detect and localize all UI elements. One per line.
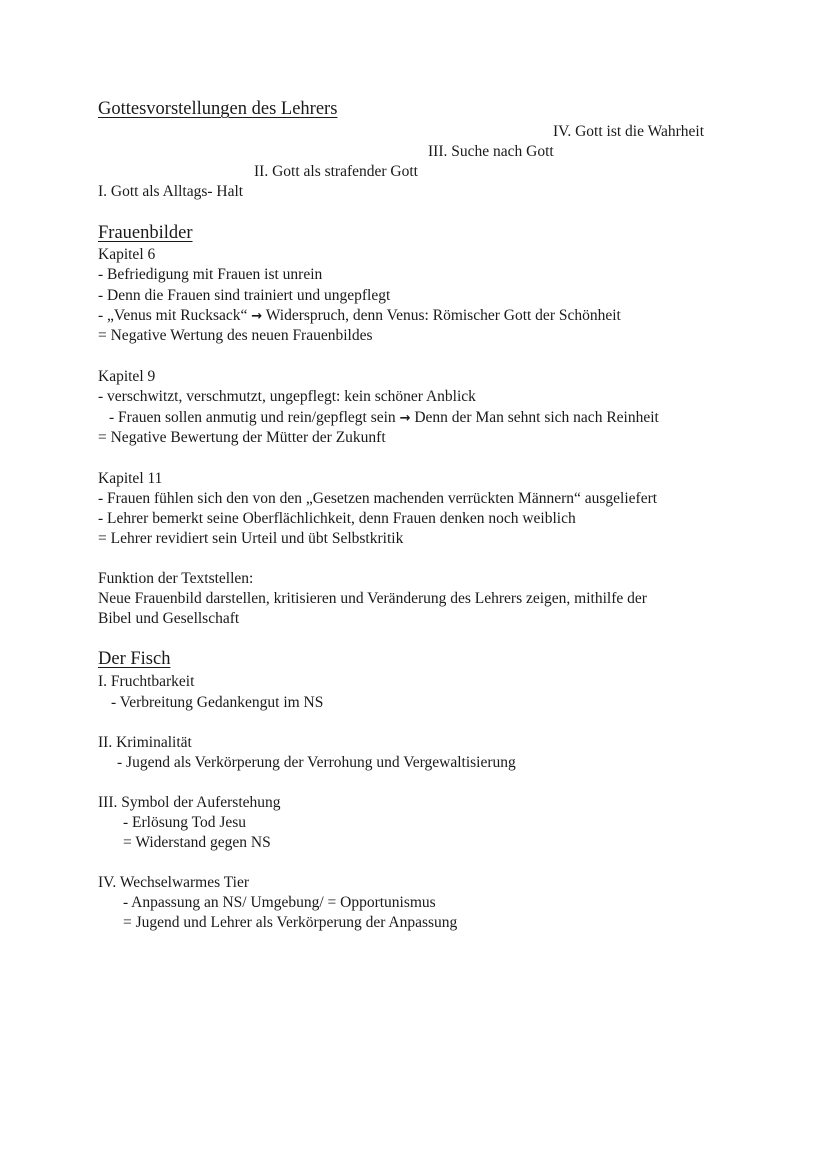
funktion-line: Neue Frauenbild darstellen, kritisieren und Veränderung des Lehrers zeigen, mithilfe der — [98, 590, 647, 607]
god-item-iii: III. Suche nach Gott — [428, 143, 554, 160]
fisch-point-heading: II. Kriminalität — [98, 734, 192, 751]
kapitel-6-heading: Kapitel 6 — [98, 246, 156, 263]
kapitel-6-line-part: Widerspruch, denn Venus: Römischer Gott der Schönheit — [262, 307, 621, 324]
kapitel-6-line: - Befriedigung mit Frauen ist unrein — [98, 266, 323, 283]
kapitel-9-heading: Kapitel 9 — [98, 368, 156, 385]
kapitel-11-heading: Kapitel 11 — [98, 470, 163, 487]
section-title-der-fisch: Der Fisch — [98, 649, 171, 669]
kapitel-9-line-part: Denn der Man sehnt sich nach Reinheit — [410, 409, 659, 426]
funktion-line: Bibel und Gesellschaft — [98, 610, 240, 627]
fisch-point-heading: I. Fruchtbarkeit — [98, 673, 195, 690]
kapitel-6-line-part: - „Venus mit Rucksack“ — [98, 307, 252, 324]
kapitel-9-line — [109, 408, 659, 429]
god-item-ii: II. Gott als strafender Gott — [254, 163, 418, 180]
section-title-frauenbilder: Frauenbilder — [98, 223, 193, 243]
kapitel-9-line-part: - Frauen sollen anmutig und rein/gepflegt sein — [109, 409, 400, 426]
kapitel-9-line: - verschwitzt, verschmutzt, ungepflegt: kein schöner Anblick — [98, 388, 476, 405]
fisch-point-line: = Widerstand gegen NS — [123, 834, 271, 851]
kapitel-11-line: - Lehrer bemerkt seine Oberflächlichkeit, denn Frauen denken noch weiblich — [98, 510, 576, 527]
fisch-point-heading: IV. Wechselwarmes Tier — [98, 874, 250, 891]
arrow-right-icon: → — [399, 411, 411, 426]
kapitel-9-conclusion: = Negative Bewertung der Mütter der Zukunft — [98, 429, 386, 446]
fisch-point-line: - Erlösung Tod Jesu — [123, 814, 247, 831]
kapitel-11-conclusion: = Lehrer revidiert sein Urteil und übt Selbstkritik — [98, 530, 404, 547]
fisch-point-line: - Verbreitung Gedankengut im NS — [111, 694, 324, 711]
fisch-point-line: = Jugend und Lehrer als Verkörperung der Anpassung — [123, 914, 458, 931]
kapitel-6-line — [98, 306, 621, 327]
fisch-point-heading: III. Symbol der Auferstehung — [98, 794, 281, 811]
god-item-iv: IV. Gott ist die Wahrheit — [553, 123, 705, 140]
kapitel-6-conclusion: = Negative Wertung des neuen Frauenbildes — [98, 327, 373, 344]
kapitel-6-line: - Denn die Frauen sind trainiert und ungepflegt — [98, 287, 391, 304]
section-title-gottesvorstellungen: Gottesvorstellungen des Lehrers — [98, 99, 338, 119]
kapitel-11-line: - Frauen fühlen sich den von den „Gesetzen machenden verrückten Männern“ ausgeliefert — [98, 490, 658, 507]
fisch-point-line: - Anpassung an NS/ Umgebung/ = Opportunismus — [123, 894, 436, 911]
god-item-i: I. Gott als Alltags- Halt — [98, 183, 244, 200]
fisch-point-line: - Jugend als Verkörperung der Verrohung und Vergewaltisierung — [117, 754, 516, 771]
funktion-heading: Funktion der Textstellen: — [98, 570, 254, 587]
arrow-right-icon: → — [251, 309, 263, 324]
